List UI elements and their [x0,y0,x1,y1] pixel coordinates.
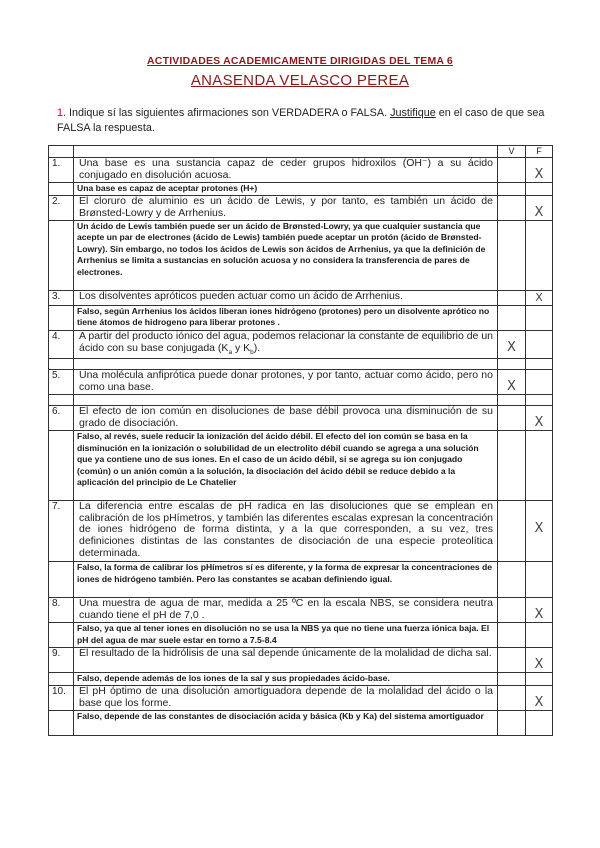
intro-underlined-word: Justifique [390,107,436,119]
statement-number: 8. [49,598,74,623]
author-name: ANASENDA VELASCO PEREA [190,72,410,89]
statement-row [49,196,553,221]
false-mark-cell: X [526,648,553,673]
justification-row [49,711,553,736]
statement-number: 10. [49,686,74,711]
statement-number: 3. [49,291,74,306]
statement-text: Una base es una sustancia capaz de ceder grupos hidroxilos (OH⁻) a su ácido conjugado en disolución acuosa. [74,158,498,183]
true-mark-cell: X [498,331,526,359]
statement-text: Una molécula anfiprótica puede donar protones, y por tanto, actuar como ácido, pero no como una base. [74,370,498,395]
justification-row [49,623,553,648]
statement-text: Los disolventes apróticos pueden actuar como un ácido de Arrhenius. [74,291,498,306]
statement-row [49,686,553,711]
statement-number: 4. [49,331,74,359]
false-mark-cell [526,331,553,359]
false-mark-cell: X [526,501,553,562]
column-header-f: F [526,146,553,158]
intro-text-before: Indique sí las siguientes afirmaciones son VERDADERA o FALSA. [66,107,391,119]
statement-text: El cloruro de aluminio es un ácido de Lewis, y por tanto, es también un ácido de Brønsted-Lowry y de Arrhenius. [74,196,498,221]
justification-row [49,359,553,370]
document-title: ACTIVIDADES ACADEMICAMENTE DIRIGIDAS DEL TEMA 6 [147,55,453,67]
justification-row [49,562,553,598]
true-mark-cell [498,158,526,183]
statement-text: El efecto de ion común en disoluciones de base débil provoca una disminución de su grado de disociación. [74,406,498,431]
justification-row [49,431,553,501]
justification-text [74,395,498,406]
true-mark-cell: X [498,370,526,395]
false-mark-cell: X [526,686,553,711]
true-mark-cell [498,196,526,221]
justification-text [74,359,498,370]
column-header-v: V [498,146,526,158]
false-mark-cell [526,370,553,395]
question-number: 1. [57,107,67,119]
statement-number: 2. [49,196,74,221]
table-header-row [49,146,553,158]
statement-number: 5. [49,370,74,395]
justification-text: Falso, ya que al tener iones en disolución no se usa la NBS ya que no tiene una fuerza iónica baja. El pH del agua de mar suele estar en torno a 7.5-8.4 [74,623,498,648]
statement-text: El resultado de la hidrólisis de una sal depende únicamente de la molalidad de dicha sal. [74,648,498,673]
true-false-table [48,145,553,736]
justification-row [49,395,553,406]
justification-row [49,306,553,331]
statement-text: Una muestra de agua de mar, medida a 25 ºC en la escala NBS, se considera neutra cuando tiene el pH de 7,0 . [74,598,498,623]
false-mark-cell: X [526,291,553,306]
statement-row [49,158,553,183]
true-mark-cell [498,501,526,562]
intro-text-after: en el caso de que sea FALSA la respuesta. [57,107,545,134]
justification-text: Falso, al revés, suele reducir la ionización del ácido débil. El efecto del ion común se basa en la disminución en la ionización o solubilidad de un electrolito débil cuando se agrega a una solución que ya contiene uno de sus iones. En el caso de un ácido débil, si se agrega su ion conjugado (común) o un anión común a la solución, la disociación del ácido débil se reduce debido a la aplicación del principio de Le Chatelier [74,431,498,501]
statement-number: 1. [49,158,74,183]
justification-row [49,221,553,291]
justification-text: Un ácido de Lewis también puede ser un ácido de Brønsted-Lowry, ya que cualquier sustancia que acepte un par de electrones (ácido de Lewis) también puede aceptar un protón (ácido de Brønsted-Lowry). Sin embargo, no todos los ácidos de Lewis son ácidos de Arrhenius, ya que la definición de Arrhenius se limita a sustancias en solución acuosa y no considera la transferencia de pares de electrones. [74,221,498,291]
justification-row [49,673,553,686]
statement-row [49,370,553,395]
statement-text: La diferencia entre escalas de pH radica en las disoluciones que se emplean en calibración de los pHímetros, y también las diferentes escalas expresan la concentración de iones hidrógeno de forma distinta, y a la que corresponden, a su vez, tres definiciones distintas de las constantes de disociación de una especie proteolítica determinada. [74,501,498,562]
question-intro [57,106,547,136]
justification-text: Falso, depende además de los iones de la sal y sus propiedades ácido-base. [74,673,498,686]
false-mark-cell: X [526,406,553,431]
true-mark-cell [498,686,526,711]
true-mark-cell [498,648,526,673]
true-mark-cell [498,291,526,306]
statement-number: 6. [49,406,74,431]
statement-row [49,598,553,623]
justification-text: Falso, depende de las constantes de disociación acida y básica (Kb y Ka) del sistema amortiguador [74,711,498,736]
true-mark-cell [498,406,526,431]
justification-row [49,183,553,196]
justification-text: Una base es capaz de aceptar protones (H+) [74,183,498,196]
statement-text: A partir del producto iónico del agua, podemos relacionar la constante de equilibrio de un ácido con su base conjugada ($K_a$ y $K_b$). [74,331,498,359]
statement-number: 7. [49,501,74,562]
justification-text: Falso, según Arrhenius los ácidos liberan iones hidrógeno (protones) pero un disolvente aprótico no tiene átomos de hidrogeno para liberar protones . [74,306,498,331]
statement-row [49,291,553,306]
false-mark-cell: X [526,196,553,221]
false-mark-cell: X [526,158,553,183]
justification-text: Falso, la forma de calibrar los pHímetros sí es diferente, y la forma de expresar la concentraciones de iones de hidrógeno también. Pero las constantes se acaban definiendo igual. [74,562,498,598]
statement-row [49,648,553,673]
statement-row [49,331,553,359]
statement-number: 9. [49,648,74,673]
statement-row [49,501,553,562]
true-mark-cell [498,598,526,623]
statement-text: El pH óptimo de una disolución amortiguadora depende de la molalidad del ácido o la base que los forme. [74,686,498,711]
statement-row [49,406,553,431]
false-mark-cell: X [526,598,553,623]
